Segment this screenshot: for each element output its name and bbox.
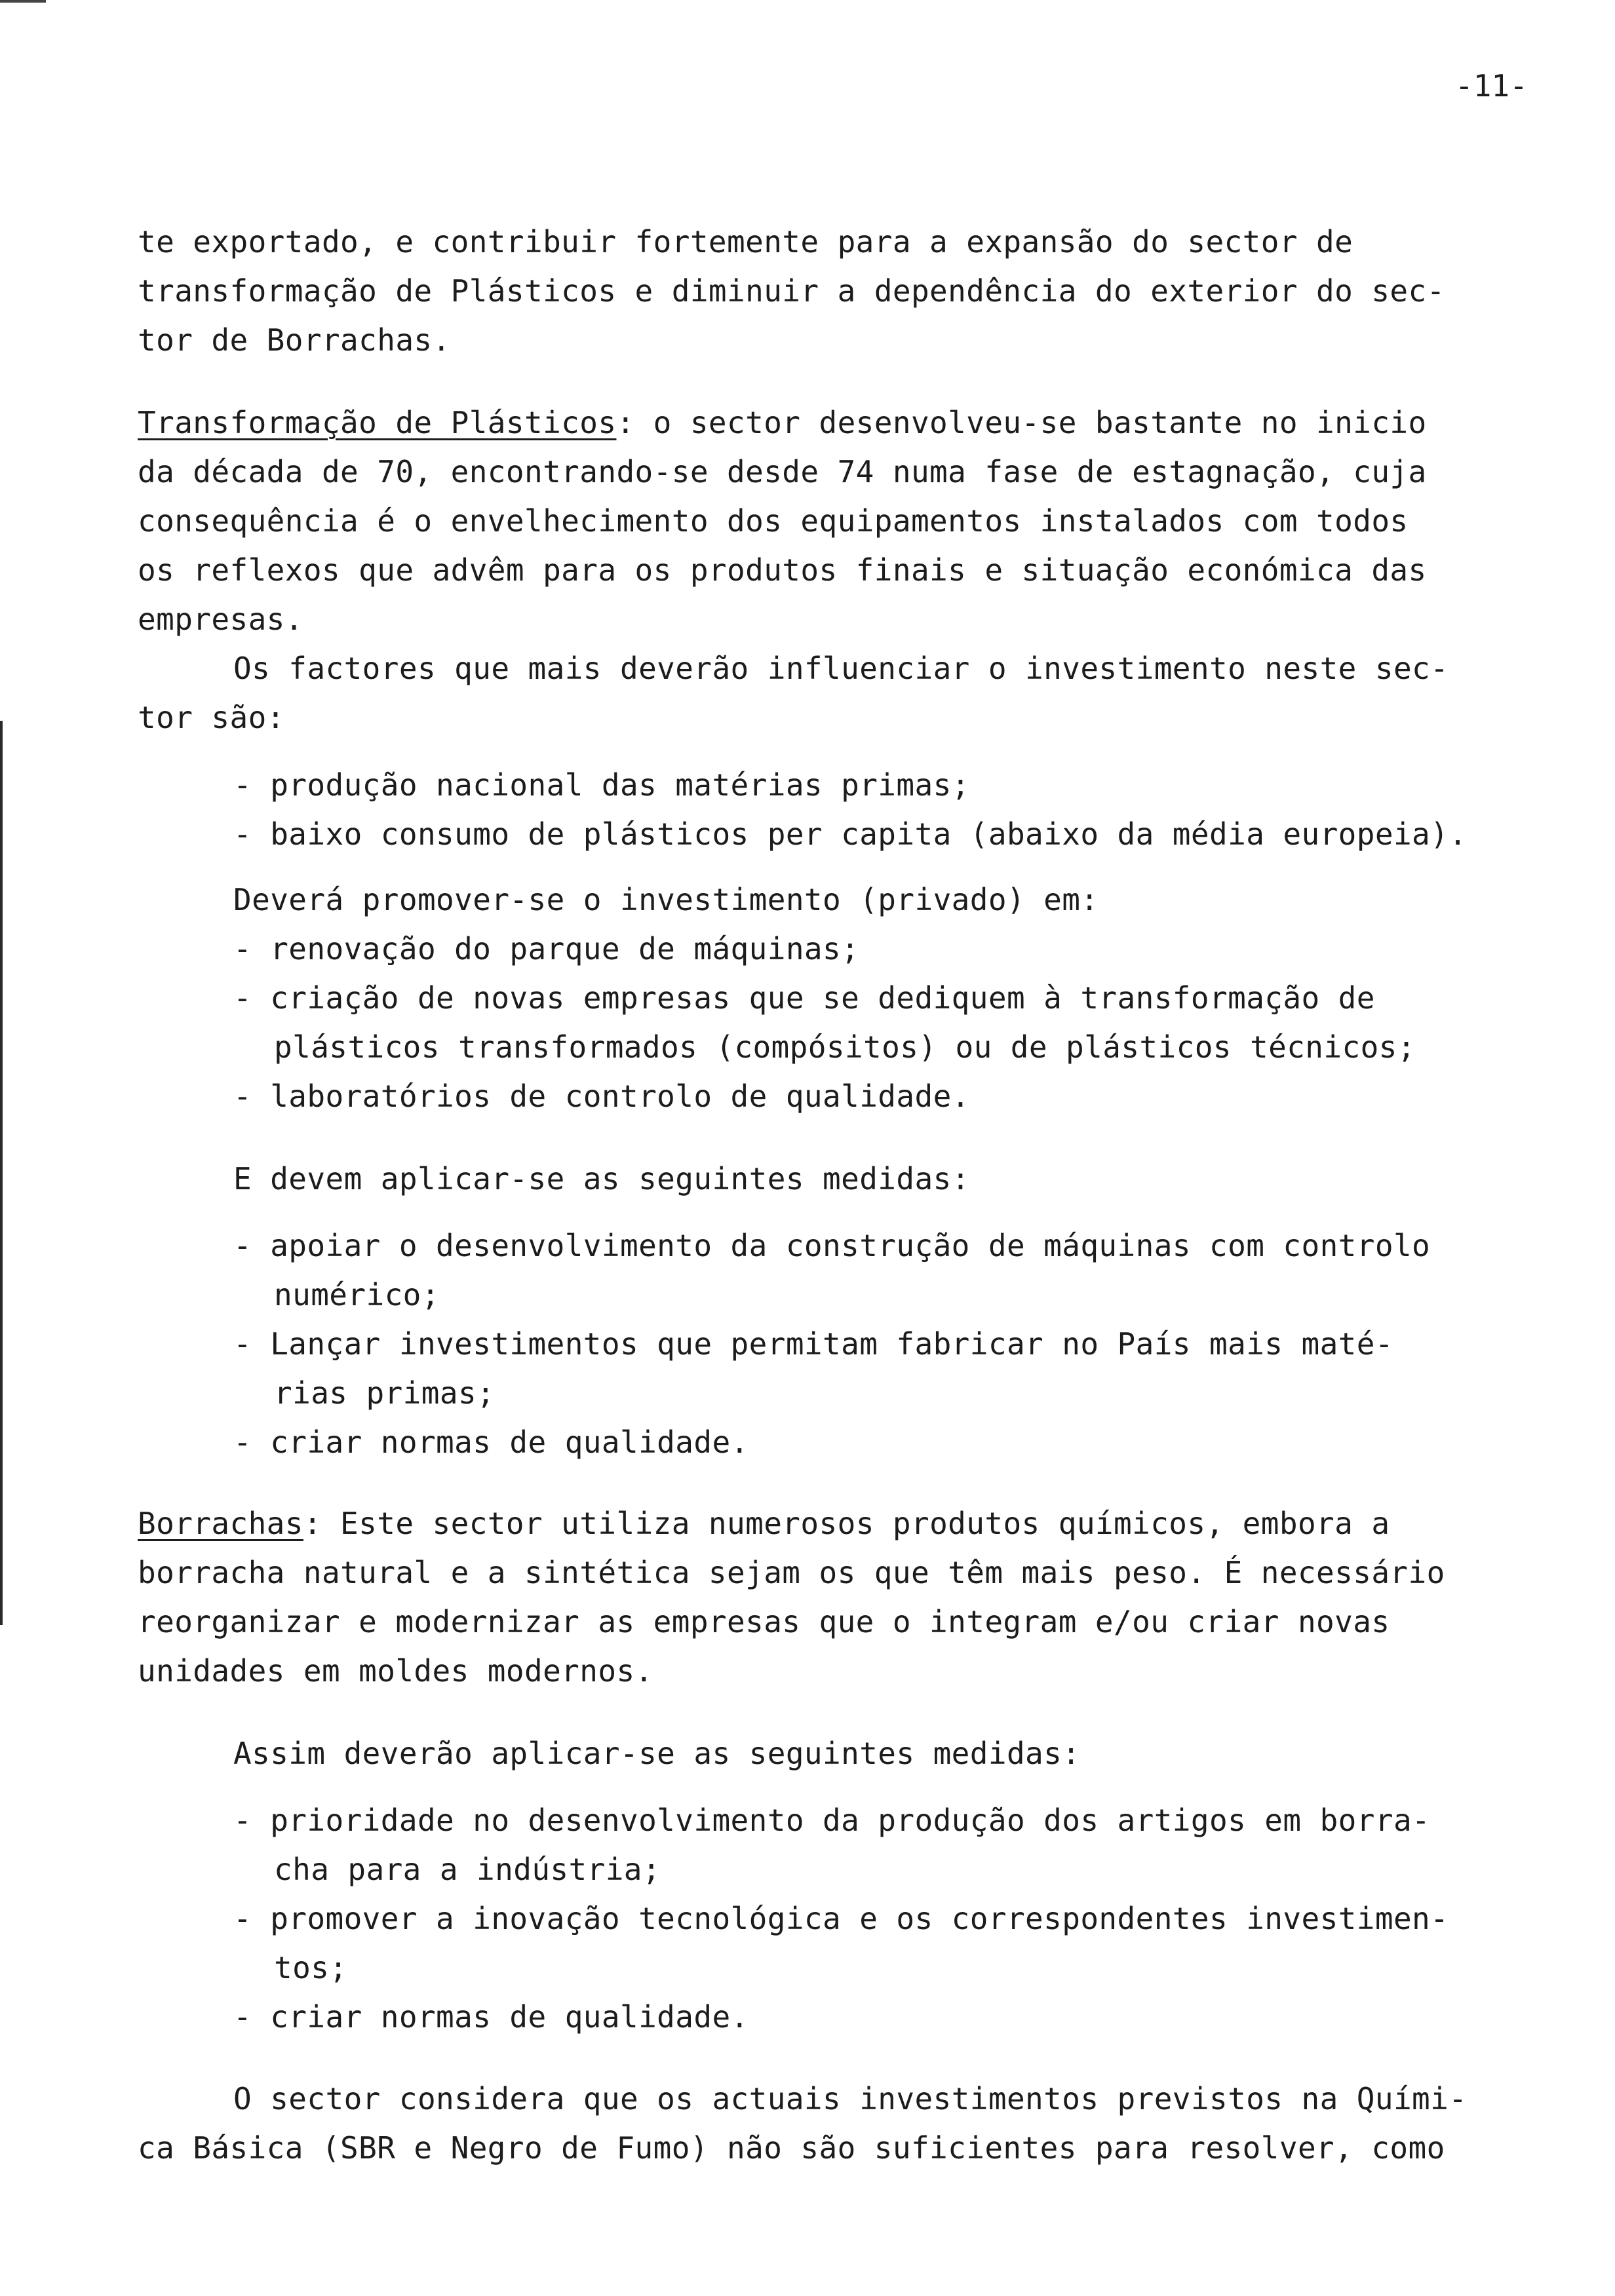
scan-edge-mark bbox=[0, 0, 46, 3]
paragraph-line: Os factores que mais deverão influenciar o investimento neste sec- bbox=[233, 651, 1449, 686]
paragraph-line: consequência é o envelhecimento dos equipamentos instalados com todos bbox=[138, 503, 1409, 539]
list-item: - criar normas de qualidade. bbox=[233, 1999, 749, 2035]
list-item-continuation: plásticos transformados (compósitos) ou de plásticos técnicos; bbox=[274, 1029, 1416, 1065]
paragraph-line: tor são: bbox=[138, 700, 285, 735]
list-item-continuation: cha para a indústria; bbox=[274, 1852, 661, 1887]
section-first-line bbox=[138, 405, 1427, 440]
paragraph-line: transformação de Plásticos e diminuir a dependência do exterior do sec- bbox=[138, 273, 1445, 309]
list-item-continuation: rias primas; bbox=[274, 1375, 496, 1411]
paragraph-line: te exportado, e contribuir fortemente para a expansão do sector de bbox=[138, 224, 1353, 259]
list-item: - prioridade no desenvolvimento da produção dos artigos em borra- bbox=[233, 1803, 1431, 1838]
section-first-line-text: : o sector desenvolveu-se bastante no inicio bbox=[616, 405, 1427, 440]
paragraph-line: tor de Borrachas. bbox=[138, 322, 451, 358]
list-item: - produção nacional das matérias primas; bbox=[233, 767, 970, 803]
list-item: - criação de novas empresas que se dediquem à transformação de bbox=[233, 980, 1375, 1016]
list-item: - criar normas de qualidade. bbox=[233, 1425, 749, 1460]
paragraph-line: unidades em moldes modernos. bbox=[138, 1653, 653, 1689]
paragraph-line: borracha natural e a sintética sejam os que têm mais peso. É necessário bbox=[138, 1555, 1445, 1590]
paragraph-line: O sector considera que os actuais investimentos previstos na Quími- bbox=[233, 2081, 1468, 2116]
list-item: - laboratórios de controlo de qualidade. bbox=[233, 1079, 970, 1114]
section-first-line-text: : Este sector utiliza numerosos produtos químicos, embora a bbox=[303, 1506, 1390, 1541]
paragraph-line: ca Básica (SBR e Negro de Fumo) não são suficientes para resolver, como bbox=[138, 2130, 1445, 2166]
list-item-continuation: numérico; bbox=[274, 1277, 440, 1312]
paragraph-line: os reflexos que advêm para os produtos finais e situação económica das bbox=[138, 552, 1427, 588]
paragraph-line: Assim deverão aplicar-se as seguintes medidas: bbox=[233, 1736, 1081, 1771]
paragraph-line: Deverá promover-se o investimento (privado) em: bbox=[233, 882, 1099, 917]
paragraph-line: empresas. bbox=[138, 602, 303, 637]
list-item: - apoiar o desenvolvimento da construção de máquinas com controlo bbox=[233, 1228, 1431, 1263]
list-item: - renovação do parque de máquinas; bbox=[233, 931, 860, 966]
list-item: - baixo consumo de plásticos per capita (abaixo da média europeia). bbox=[233, 816, 1468, 852]
section-heading-plasticos: Transformação de Plásticos bbox=[138, 405, 617, 440]
section-first-line bbox=[138, 1508, 1390, 1539]
paragraph-line: E devem aplicar-se as seguintes medidas: bbox=[233, 1161, 970, 1196]
list-item: - Lançar investimentos que permitam fabricar no País mais maté- bbox=[233, 1326, 1393, 1362]
list-item: - promover a inovação tecnológica e os correspondentes investimen- bbox=[233, 1901, 1449, 1936]
page-number: -11- bbox=[1455, 68, 1528, 104]
paragraph-line: da década de 70, encontrando-se desde 74 numa fase de estagnação, cuja bbox=[138, 454, 1427, 489]
list-item-continuation: tos; bbox=[274, 1950, 348, 1985]
section-heading-borrachas: Borrachas bbox=[138, 1506, 303, 1541]
scan-margin-line bbox=[0, 721, 3, 1625]
paragraph-line: reorganizar e modernizar as empresas que o integram e/ou criar novas bbox=[138, 1604, 1390, 1639]
